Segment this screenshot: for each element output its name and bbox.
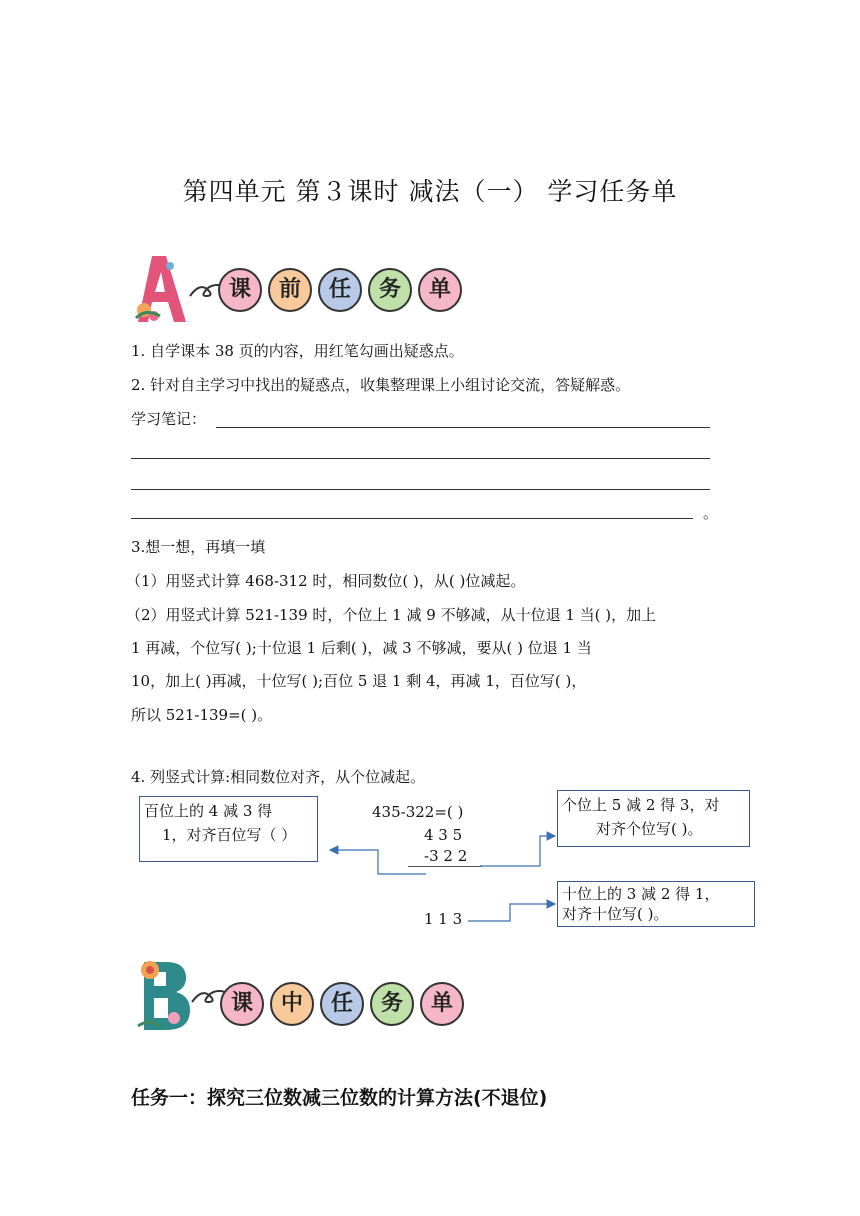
banner-char-bubble: 课: [218, 268, 262, 312]
question-3-title: 3.想一想，再填一填: [131, 538, 266, 556]
question-3-2-line1: （2）用竖式计算 521-139 时，个位上 1 减 9 不够减，从十位退 1 当( )，加上: [126, 606, 657, 624]
calc-subtrahend: -3 2 2: [424, 847, 468, 865]
question-2: 2. 针对自主学习中找出的疑惑点，收集整理课上小组讨论交流，答疑解惑。: [131, 376, 631, 394]
task-1-title: 任务一：探究三位数减三位数的计算方法(不退位): [131, 1087, 548, 1109]
banner-char-bubble: 单: [418, 268, 462, 312]
banner-char-bubble: 课: [220, 982, 264, 1026]
question-3-2-line4: 所以 521-139=( )。: [131, 706, 273, 724]
banner-char-bubble: 任: [318, 268, 362, 312]
calc-minuend: 4 3 5: [424, 826, 463, 844]
notes-line[interactable]: [216, 427, 710, 428]
section-b-banner: [130, 956, 475, 1034]
arrows-icon: [300, 780, 600, 930]
ones-text-1: 个位上 5 减 2 得 3，对: [562, 796, 720, 814]
question-4-title: 4. 列竖式计算:相同数位对齐，从个位减起。: [131, 768, 426, 786]
equation: 435-322=( ): [372, 803, 464, 821]
tens-text-1: 十位上的 3 减 2 得 1，: [562, 885, 720, 903]
section-a-banner: [130, 252, 470, 326]
banner-char-bubble: 前: [268, 268, 312, 312]
banner-char-bubble: 务: [368, 268, 412, 312]
question-3-2-line2: 1 再减，个位写( );十位退 1 后剩( )，减 3 不够减，要从( ) 位退 1 当: [131, 639, 592, 657]
notes-line[interactable]: [131, 489, 710, 490]
notes-end-mark: 。: [703, 504, 719, 522]
page-title: 第四单元 第３课时 减法（一） 学习任务单: [182, 177, 678, 206]
banner-char-bubble: 单: [420, 982, 464, 1026]
notes-line[interactable]: [131, 518, 693, 519]
notes-label: 学习笔记：: [131, 410, 207, 428]
tens-text-2: 对齐十位写( )。: [562, 905, 669, 923]
ones-text-2: 对齐个位写( )。: [596, 820, 703, 838]
banner-char-bubble: 务: [370, 982, 414, 1026]
hundreds-text-1: 百位上的 4 减 3 得: [144, 802, 273, 820]
hundreds-explanation-box: [139, 796, 318, 862]
question-1: 1. 自学课本 38 页的内容，用红笔勾画出疑惑点。: [131, 342, 464, 360]
hundreds-text-2: 1，对齐百位写（ ）: [162, 826, 297, 844]
question-3-1: （1）用竖式计算 468-312 时，相同数位( )，从( )位减起。: [126, 572, 526, 590]
calc-result: 1 1 3: [424, 910, 463, 928]
banner-char-bubble: 中: [270, 982, 314, 1026]
question-3-2-line3: 10，加上( )再减，十位写( );百位 5 退 1 剩 4，再减 1，百位写( )，: [131, 672, 587, 690]
notes-line[interactable]: [131, 458, 710, 459]
banner-char-bubble: 任: [320, 982, 364, 1026]
